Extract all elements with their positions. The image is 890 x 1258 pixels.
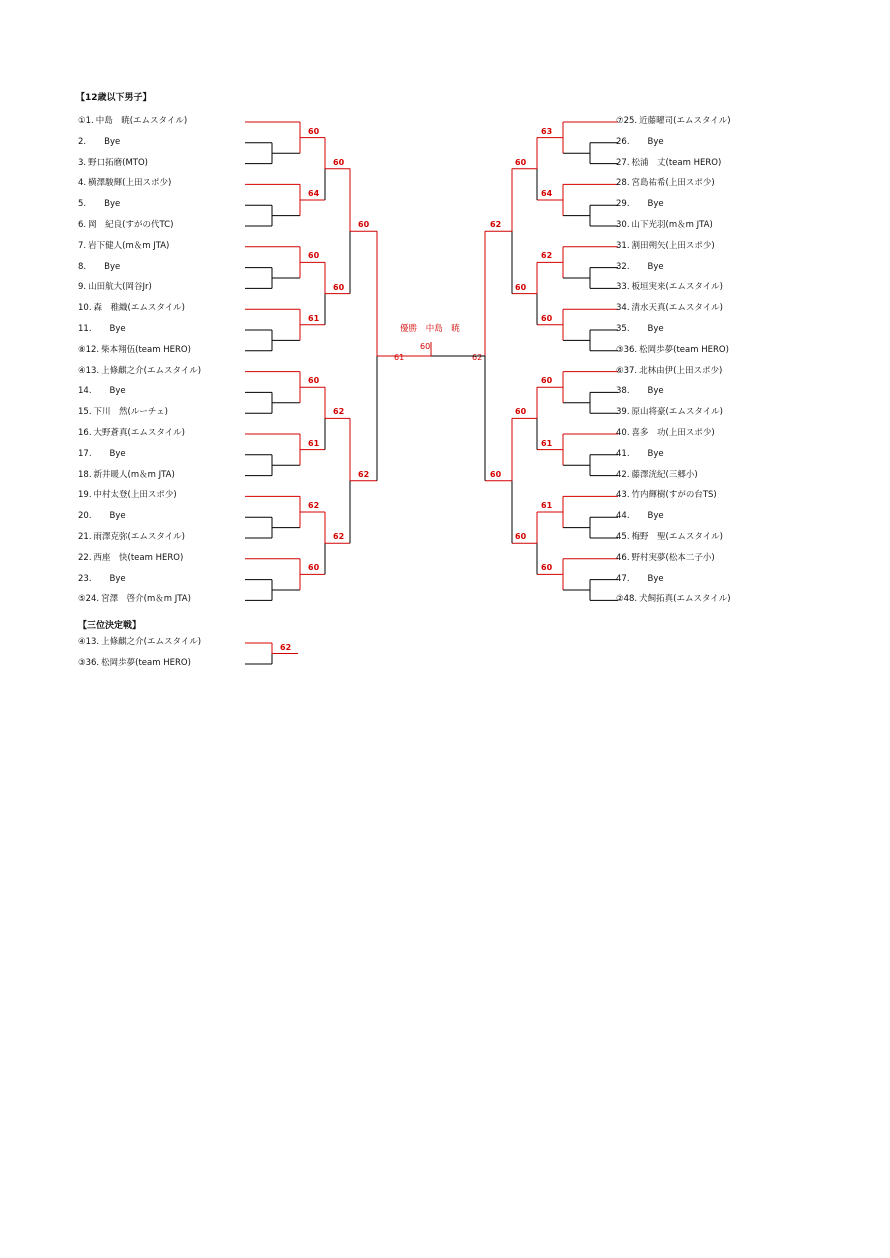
entry-number: ④13. — [78, 637, 100, 647]
player-entry-4 — [78, 177, 171, 189]
player-entry-5 — [78, 198, 120, 210]
entry-number: 18. — [78, 469, 92, 480]
round1-score: 60 — [541, 313, 553, 323]
player-name: 梅野 聖(エムスタイル) — [631, 532, 723, 542]
player-name: Bye — [109, 386, 126, 397]
entry-number: 5. — [78, 199, 87, 210]
entry-number: ④13. — [78, 365, 100, 376]
player-name: Bye — [109, 573, 126, 584]
entry-number: 39. — [616, 407, 630, 418]
player-entry-13 — [78, 365, 201, 377]
draw-title: 【12歳以下男子】 — [76, 93, 152, 103]
entry-number: 42. — [616, 469, 630, 480]
champion-name: 中島 暁 — [425, 324, 460, 334]
entry-number: ③36. — [616, 344, 638, 355]
entry-number: 44. — [616, 511, 630, 522]
entry-number: 43. — [616, 490, 630, 501]
player-name: 藤澤洸紀(三郷小) — [631, 469, 698, 480]
player-name: Bye — [109, 448, 126, 459]
entry-number: 23. — [78, 573, 92, 584]
player-entry-42 — [616, 469, 698, 481]
final-right-score: 62 — [472, 353, 483, 362]
player-name: 上條麒之介(エムスタイル) — [101, 637, 202, 647]
player-name: Bye — [104, 136, 121, 147]
player-name: 野口拓磨(MTO) — [88, 157, 148, 168]
third-place-player-13 — [78, 636, 201, 648]
final-score: 60 — [420, 342, 431, 351]
player-entry-29 — [616, 198, 664, 210]
entry-number: 11. — [78, 324, 92, 334]
round2-score: 60 — [515, 532, 527, 542]
player-name: 清水天真(エムスタイル) — [631, 303, 723, 314]
player-entry-24 — [78, 593, 191, 605]
player-name: 森 稚織(エムスタイル) — [93, 303, 185, 314]
player-name: 中島 暁(エムスタイル) — [95, 116, 188, 126]
round1-score: 64 — [308, 189, 320, 198]
player-name: 原山将豪(エムスタイル) — [631, 407, 723, 418]
round1-score: 60 — [541, 563, 553, 573]
round1-score: 64 — [541, 189, 553, 198]
round1-score: 61 — [308, 313, 320, 323]
player-name: 野村実夢(松本二子小) — [631, 552, 715, 563]
entry-number: 6. — [78, 220, 87, 230]
round1-score: 60 — [308, 376, 320, 386]
entry-number: 9. — [78, 282, 87, 293]
player-entry-37 — [616, 365, 722, 377]
player-name: 宮島祐希(上田スポ少) — [631, 178, 715, 189]
entry-number: ③36. — [78, 658, 100, 668]
round1-score: 61 — [541, 438, 553, 448]
player-name: Bye — [647, 136, 664, 147]
third-place-title: 【三位決定戦】 — [78, 621, 142, 631]
entry-number: ⑥37. — [616, 365, 638, 376]
entry-number: 21. — [78, 532, 92, 542]
entry-number: 14. — [78, 386, 92, 397]
player-name: 竹内輝樹(すがの台TS) — [631, 490, 717, 501]
champion-word: 優勝 — [400, 324, 418, 334]
round1-score: 63 — [541, 126, 553, 136]
final-left-score: 61 — [394, 353, 405, 362]
entry-number: 16. — [78, 428, 92, 438]
player-name: Bye — [647, 448, 664, 459]
player-name: 上條麒之介(エムスタイル) — [101, 365, 202, 376]
round1-score: 60 — [541, 376, 553, 386]
player-entry-44 — [616, 510, 664, 522]
player-name: 犬飼拓真(エムスタイル) — [639, 594, 731, 605]
player-name: 下川 然(ルーチェ) — [93, 407, 168, 418]
round1-score: 61 — [541, 501, 553, 510]
player-name: Bye — [109, 324, 126, 334]
round2-score: 62 — [333, 407, 345, 417]
player-entry-34 — [616, 302, 723, 314]
entry-number: ⑤24. — [78, 594, 100, 605]
player-entry-38 — [616, 385, 664, 397]
round1-score: 62 — [541, 251, 553, 261]
player-entry-17 — [78, 448, 126, 460]
player-entry-1 — [78, 115, 187, 127]
entry-number: 10. — [78, 303, 92, 314]
player-entry-21 — [78, 531, 185, 543]
player-name: 柴本翔伍(team HERO) — [101, 344, 191, 355]
round2-score: 60 — [333, 157, 345, 167]
round3-score: 60 — [490, 469, 502, 479]
round1-score: 60 — [308, 563, 320, 573]
entry-number: 47. — [616, 573, 630, 584]
player-entry-10 — [78, 302, 185, 314]
player-name: 松岡歩夢(team HERO) — [101, 658, 191, 668]
player-name: Bye — [104, 199, 121, 210]
player-name: 岩下健人(m＆m JTA) — [88, 240, 170, 251]
round1-score: 61 — [308, 438, 320, 448]
round2-score: 60 — [515, 407, 527, 417]
player-entry-36 — [616, 344, 729, 356]
entry-number: 20. — [78, 511, 92, 522]
player-entry-25 — [616, 115, 731, 127]
entry-number: 26. — [616, 136, 630, 147]
round2-score: 60 — [515, 282, 527, 292]
entry-number: 38. — [616, 386, 630, 397]
round2-score: 62 — [333, 532, 345, 542]
player-entry-31 — [616, 240, 715, 252]
entry-number: 41. — [616, 448, 630, 459]
player-name: Bye — [647, 199, 664, 210]
entry-number: 32. — [616, 261, 630, 272]
entry-number: ②48. — [616, 594, 638, 605]
player-name: 雨澤克弥(エムスタイル) — [93, 532, 185, 542]
player-name: 松浦 丈(team HERO) — [631, 157, 722, 168]
player-name: Bye — [647, 511, 664, 522]
round3-score: 62 — [490, 220, 502, 230]
player-entry-22 — [78, 552, 183, 564]
entry-number: 46. — [616, 552, 630, 563]
entry-number: 40. — [616, 428, 630, 438]
player-name: 喜多 功(上田スポ少) — [631, 428, 715, 438]
round1-score: 60 — [308, 126, 320, 136]
player-name: 横澤駿輝(上田スポ少) — [88, 178, 172, 189]
player-entry-30 — [616, 219, 713, 231]
player-entry-11 — [78, 323, 126, 335]
player-entry-6 — [78, 219, 173, 231]
player-name: Bye — [647, 324, 664, 334]
player-name: Bye — [647, 386, 664, 397]
player-name: 大野蒼真(エムスタイル) — [93, 428, 185, 438]
entry-number: 27. — [616, 157, 630, 168]
entry-number: ⑦25. — [616, 116, 638, 126]
entry-number: 22. — [78, 552, 92, 563]
entry-number: 45. — [616, 532, 630, 542]
player-entry-26 — [616, 136, 664, 148]
entry-number: ①1. — [78, 116, 94, 126]
entry-number: ⑧12. — [78, 344, 100, 355]
third-place-score: 62 — [280, 642, 292, 652]
entry-number: 33. — [616, 282, 630, 293]
player-name: 北林由伊(上田スポ少) — [639, 365, 723, 376]
player-entry-8 — [78, 261, 120, 273]
round1-score: 62 — [308, 501, 320, 510]
player-name: 岡 紀良(すがの代TC) — [88, 220, 174, 230]
player-name: 宮澤 啓介(m＆m JTA) — [101, 594, 191, 605]
player-entry-39 — [616, 406, 723, 418]
player-entry-40 — [616, 427, 715, 439]
entry-number: 8. — [78, 261, 87, 272]
player-entry-16 — [78, 427, 185, 439]
entry-number: 2. — [78, 136, 87, 147]
player-entry-23 — [78, 573, 126, 585]
player-entry-47 — [616, 573, 664, 585]
third-place-player-36 — [78, 657, 191, 669]
entry-number: 30. — [616, 220, 630, 230]
player-entry-46 — [616, 552, 715, 564]
round2-score: 60 — [515, 157, 527, 167]
player-name: 山下光羽(m＆m JTA) — [631, 220, 713, 230]
player-entry-18 — [78, 469, 175, 481]
player-name: 中村太登(上田スポ少) — [93, 490, 177, 501]
player-name: 割田朔矢(上田スポ少) — [631, 240, 715, 251]
player-entry-7 — [78, 240, 169, 252]
player-name: 松岡歩夢(team HERO) — [639, 344, 729, 355]
player-entry-41 — [616, 448, 664, 460]
entry-number: 34. — [616, 303, 630, 314]
player-name: 板垣実来(エムスタイル) — [631, 282, 723, 293]
player-entry-45 — [616, 531, 723, 543]
player-entry-35 — [616, 323, 664, 335]
player-entry-3 — [78, 157, 148, 169]
entry-number: 31. — [616, 240, 630, 251]
player-entry-9 — [78, 281, 152, 293]
entry-number: 3. — [78, 157, 87, 168]
player-name: 近藤曜司(エムスタイル) — [639, 116, 731, 126]
player-entry-19 — [78, 489, 177, 501]
entry-number: 19. — [78, 490, 92, 501]
player-name: Bye — [647, 261, 664, 272]
player-entry-33 — [616, 281, 723, 293]
round1-score: 60 — [308, 251, 320, 261]
player-name: Bye — [104, 261, 121, 272]
entry-number: 4. — [78, 178, 87, 189]
player-name: 山田航大(岡谷Jr) — [88, 282, 152, 293]
player-entry-28 — [616, 177, 715, 189]
player-name: Bye — [109, 511, 126, 522]
player-entry-14 — [78, 385, 126, 397]
round3-score: 60 — [358, 220, 370, 230]
player-entry-27 — [616, 157, 721, 169]
player-entry-43 — [616, 489, 717, 501]
player-entry-48 — [616, 593, 731, 605]
player-entry-2 — [78, 136, 120, 148]
entry-number: 17. — [78, 448, 92, 459]
entry-number: 15. — [78, 407, 92, 418]
round3-score: 62 — [358, 469, 370, 479]
player-name: 新井暖人(m＆m JTA) — [93, 469, 175, 480]
entry-number: 28. — [616, 178, 630, 189]
player-entry-12 — [78, 344, 191, 356]
entry-number: 35. — [616, 324, 630, 334]
player-name: 西座 快(team HERO) — [93, 552, 184, 563]
round2-score: 60 — [333, 282, 345, 292]
entry-number: 7. — [78, 240, 87, 251]
player-entry-32 — [616, 261, 664, 273]
player-name: Bye — [647, 573, 664, 584]
player-entry-20 — [78, 510, 126, 522]
entry-number: 29. — [616, 199, 630, 210]
player-entry-15 — [78, 406, 168, 418]
